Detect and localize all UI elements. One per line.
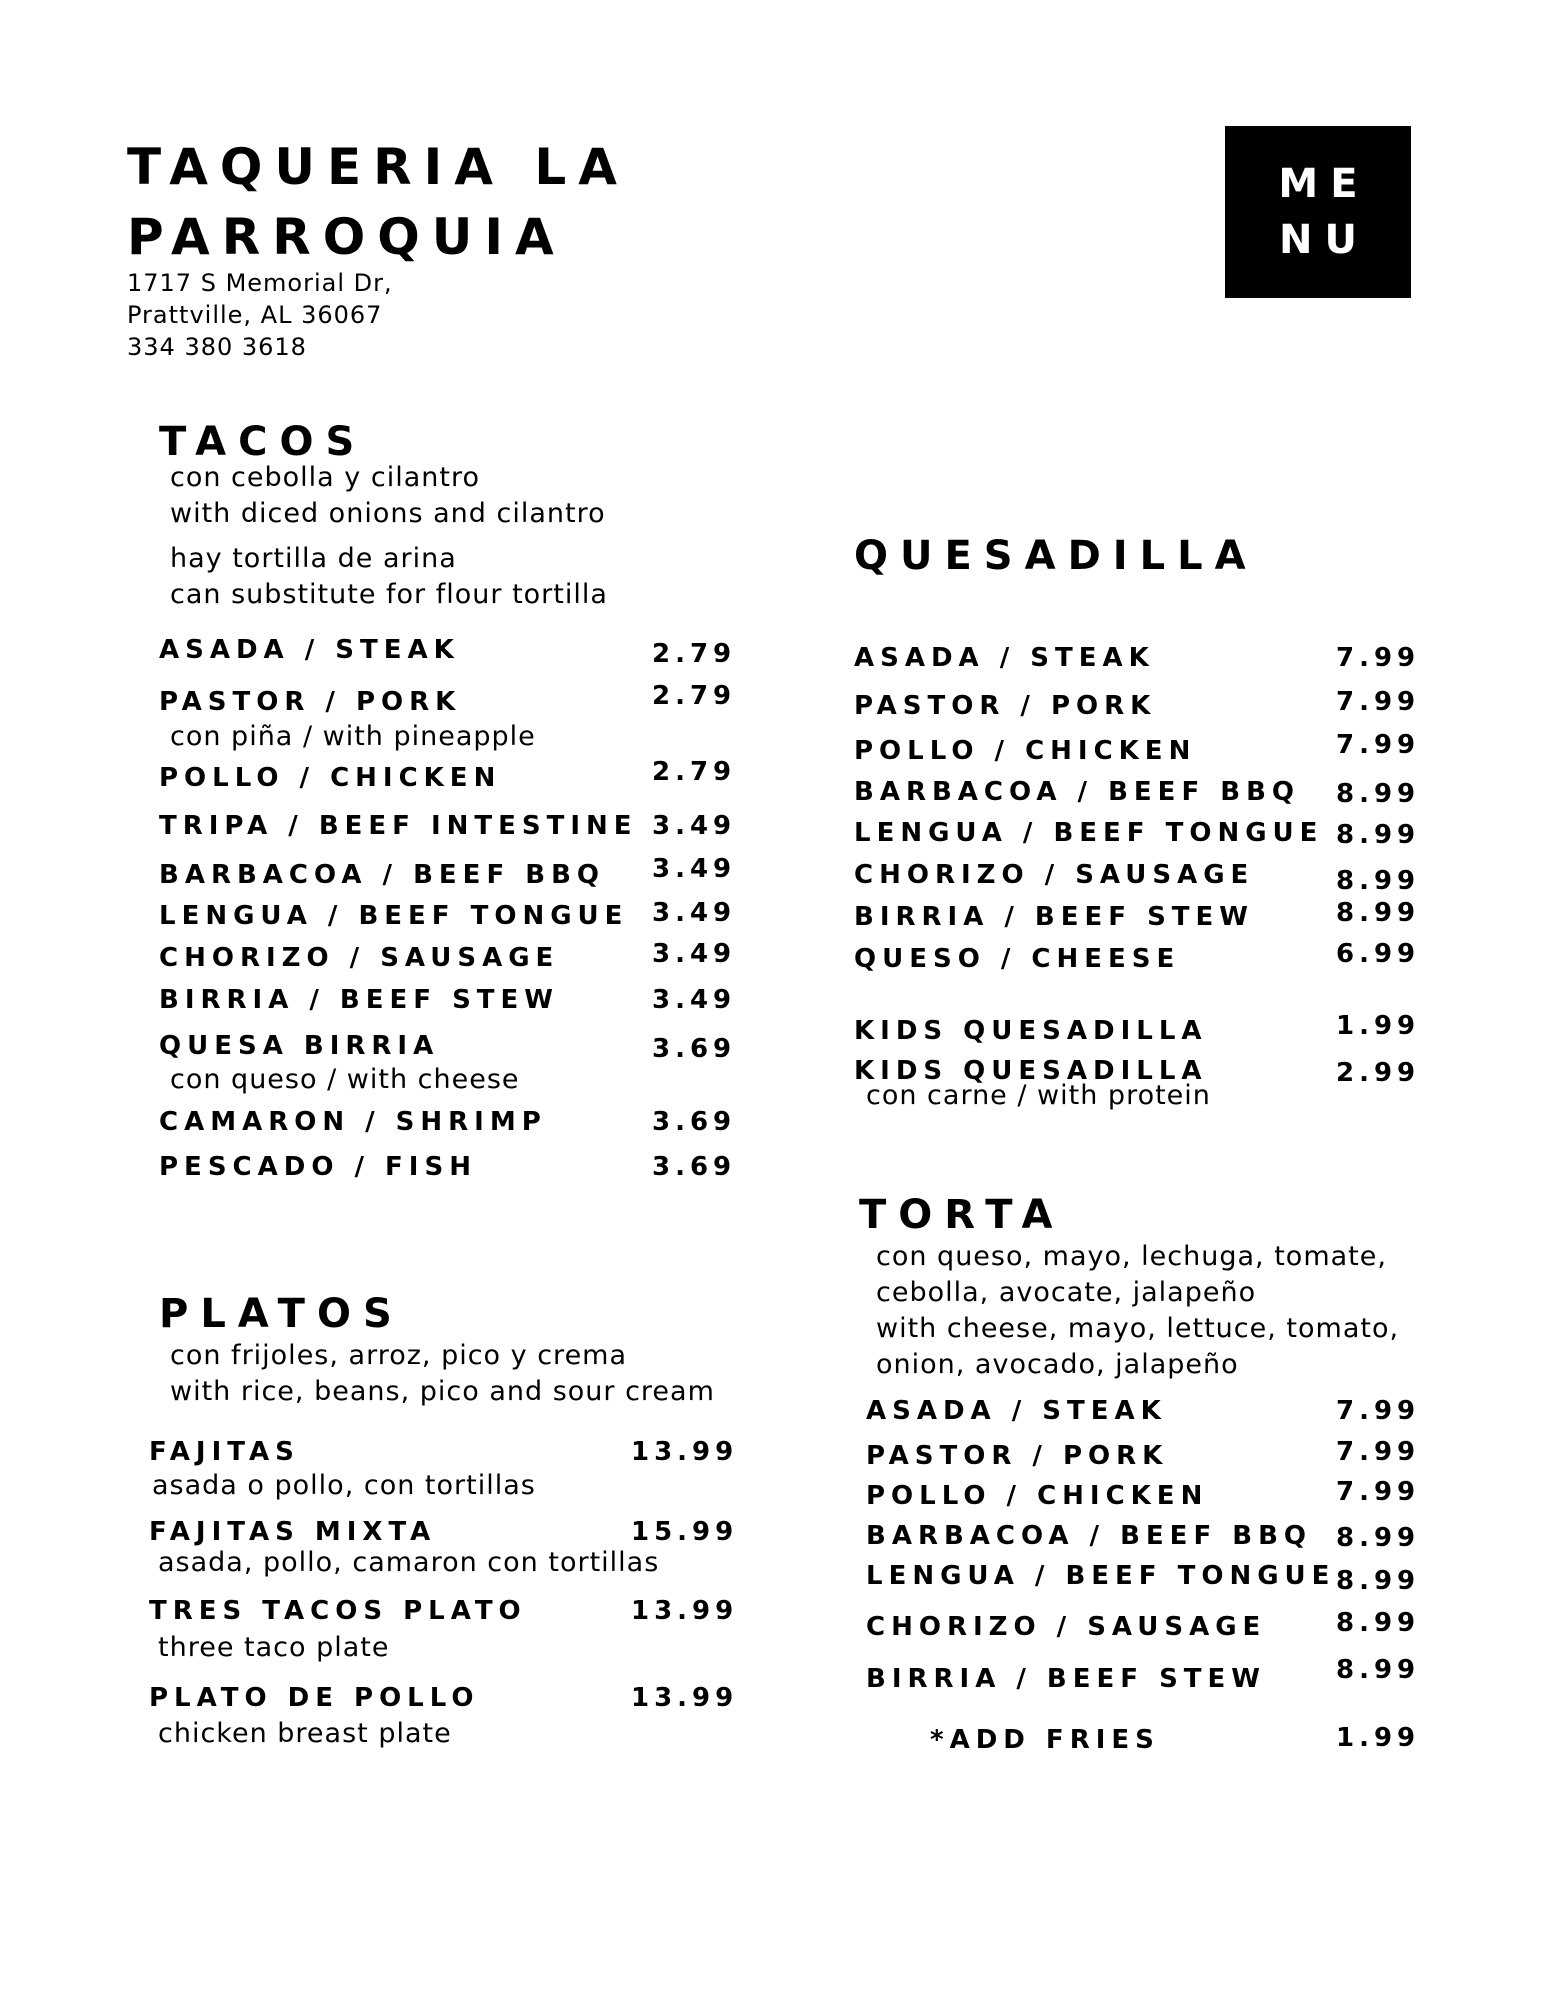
- platos-heading: PLATOS: [159, 1291, 404, 1337]
- tacos-item-name: PESCADO / FISH: [159, 1152, 477, 1182]
- torta-desc-es-1: con queso, mayo, lechuga, tomate,: [876, 1241, 1387, 1272]
- quesadilla-item-price: 7.99: [1336, 730, 1421, 760]
- quesadilla-item-price: 7.99: [1336, 643, 1421, 673]
- quesadilla-item-price: 7.99: [1336, 687, 1421, 717]
- quesadilla-item-price: 8.99: [1336, 898, 1421, 928]
- quesadilla-item-price: 6.99: [1336, 939, 1421, 969]
- quesadilla-item-name: LENGUA / BEEF TONGUE: [854, 818, 1324, 848]
- tacos-item-name: BIRRIA / BEEF STEW: [159, 985, 559, 1015]
- tacos-item-name: ASADA / STEAK: [159, 635, 460, 665]
- add-fries-label: *ADD FRIES: [930, 1725, 1160, 1755]
- tacos-item-price: 3.69: [652, 1034, 737, 1064]
- add-fries-price: 1.99: [1336, 1723, 1421, 1753]
- torta-item-price: 7.99: [1336, 1396, 1421, 1426]
- platos-item-price: 13.99: [631, 1437, 739, 1467]
- restaurant-name-line-2: PARROQUIA: [127, 208, 566, 266]
- tacos-item-price: 3.49: [652, 939, 737, 969]
- menu-badge: [1225, 126, 1411, 298]
- quesadilla-item-price: 2.99: [1336, 1058, 1421, 1088]
- platos-item-price: 15.99: [631, 1517, 739, 1547]
- quesadilla-item-name: BARBACOA / BEEF BBQ: [854, 777, 1300, 807]
- torta-item-price: 7.99: [1336, 1437, 1421, 1467]
- platos-item-note: asada, pollo, camaron con tortillas: [158, 1547, 660, 1578]
- tacos-tortilla-en: can substitute for flour tortilla: [170, 579, 608, 610]
- torta-item-price: 7.99: [1336, 1477, 1421, 1507]
- tacos-item-price: 3.49: [652, 811, 737, 841]
- tacos-item-price: 3.69: [652, 1152, 737, 1182]
- phone-number: 334 380 3618: [127, 333, 307, 361]
- tacos-item-name: QUESA BIRRIA: [159, 1031, 440, 1061]
- tacos-item-price: 2.79: [652, 757, 737, 787]
- tacos-item-note: con queso / with cheese: [170, 1064, 520, 1095]
- platos-item-price: 13.99: [631, 1596, 739, 1626]
- tacos-item-name: LENGUA / BEEF TONGUE: [159, 901, 629, 931]
- tacos-item-name: BARBACOA / BEEF BBQ: [159, 860, 605, 890]
- quesadilla-heading: QUESADILLA: [854, 533, 1258, 579]
- tacos-item-name: TRIPA / BEEF INTESTINE: [159, 811, 638, 841]
- tacos-item-name: CAMARON / SHRIMP: [159, 1107, 547, 1137]
- torta-heading: TORTA: [859, 1192, 1065, 1238]
- tacos-item-price: 3.49: [652, 985, 737, 1015]
- tacos-desc-es: con cebolla y cilantro: [170, 462, 480, 493]
- platos-item-name: FAJITAS: [149, 1437, 300, 1467]
- tacos-heading: TACOS: [159, 419, 367, 465]
- torta-desc-es-2: cebolla, avocate, jalapeño: [876, 1277, 1257, 1308]
- tacos-item-price: 3.49: [652, 898, 737, 928]
- torta-item-name: PASTOR / PORK: [866, 1441, 1169, 1471]
- quesadilla-item-name: PASTOR / PORK: [854, 691, 1157, 721]
- quesadilla-item-price: 1.99: [1336, 1011, 1421, 1041]
- tacos-item-price: 3.49: [652, 854, 737, 884]
- torta-item-name: LENGUA / BEEF TONGUE: [866, 1561, 1336, 1591]
- quesadilla-item-name: CHORIZO / SAUSAGE: [854, 860, 1255, 890]
- tacos-item-note: con piña / with pineapple: [170, 721, 536, 752]
- tacos-item-name: PASTOR / PORK: [159, 687, 462, 717]
- quesadilla-item-name: QUESO / CHEESE: [854, 944, 1181, 974]
- platos-item-name: FAJITAS MIXTA: [149, 1517, 437, 1547]
- platos-item-price: 13.99: [631, 1683, 739, 1713]
- quesadilla-item-name: BIRRIA / BEEF STEW: [854, 902, 1254, 932]
- quesadilla-item-price: 8.99: [1336, 820, 1421, 850]
- platos-item-note: asada o pollo, con tortillas: [152, 1470, 536, 1501]
- platos-desc-es: con frijoles, arroz, pico y crema: [170, 1340, 628, 1371]
- torta-item-price: 8.99: [1336, 1523, 1421, 1553]
- tacos-item-price: 2.79: [652, 681, 737, 711]
- address-city: Prattville, AL 36067: [127, 301, 383, 329]
- restaurant-name-line-1: TAQUERIA LA: [127, 138, 629, 196]
- quesadilla-item-price: 8.99: [1336, 779, 1421, 809]
- torta-item-name: BARBACOA / BEEF BBQ: [866, 1521, 1312, 1551]
- torta-item-price: 8.99: [1336, 1608, 1421, 1638]
- tacos-item-price: 2.79: [652, 639, 737, 669]
- platos-item-note: three taco plate: [158, 1632, 390, 1663]
- quesadilla-item-note: con carne / with protein: [866, 1080, 1211, 1111]
- quesadilla-item-name: KIDS QUESADILLA: [854, 1016, 1208, 1046]
- quesadilla-item-name: KIDS QUESADILLA: [854, 1056, 1208, 1086]
- torta-item-name: ASADA / STEAK: [866, 1396, 1167, 1426]
- menu-badge-line-2: NU: [1279, 217, 1369, 263]
- quesadilla-item-name: POLLO / CHICKEN: [854, 736, 1197, 766]
- quesadilla-item-price: 8.99: [1336, 866, 1421, 896]
- torta-item-name: BIRRIA / BEEF STEW: [866, 1664, 1266, 1694]
- torta-item-name: CHORIZO / SAUSAGE: [866, 1612, 1267, 1642]
- platos-item-name: TRES TACOS PLATO: [149, 1596, 527, 1626]
- torta-item-price: 8.99: [1336, 1655, 1421, 1685]
- tacos-item-name: POLLO / CHICKEN: [159, 763, 502, 793]
- tacos-item-name: CHORIZO / SAUSAGE: [159, 943, 560, 973]
- torta-item-price: 8.99: [1336, 1566, 1421, 1596]
- platos-item-note: chicken breast plate: [158, 1718, 452, 1749]
- tacos-tortilla-es: hay tortilla de arina: [170, 543, 457, 574]
- tacos-desc-en: with diced onions and cilantro: [170, 498, 606, 529]
- tacos-item-price: 3.69: [652, 1107, 737, 1137]
- torta-desc-en-1: with cheese, mayo, lettuce, tomato,: [876, 1313, 1400, 1344]
- torta-item-name: POLLO / CHICKEN: [866, 1481, 1209, 1511]
- platos-desc-en: with rice, beans, pico and sour cream: [170, 1376, 715, 1407]
- menu-badge-line-1: ME: [1278, 161, 1370, 207]
- address-street: 1717 S Memorial Dr,: [127, 269, 393, 297]
- torta-desc-en-2: onion, avocado, jalapeño: [876, 1349, 1239, 1380]
- platos-item-name: PLATO DE POLLO: [149, 1683, 480, 1713]
- quesadilla-item-name: ASADA / STEAK: [854, 643, 1155, 673]
